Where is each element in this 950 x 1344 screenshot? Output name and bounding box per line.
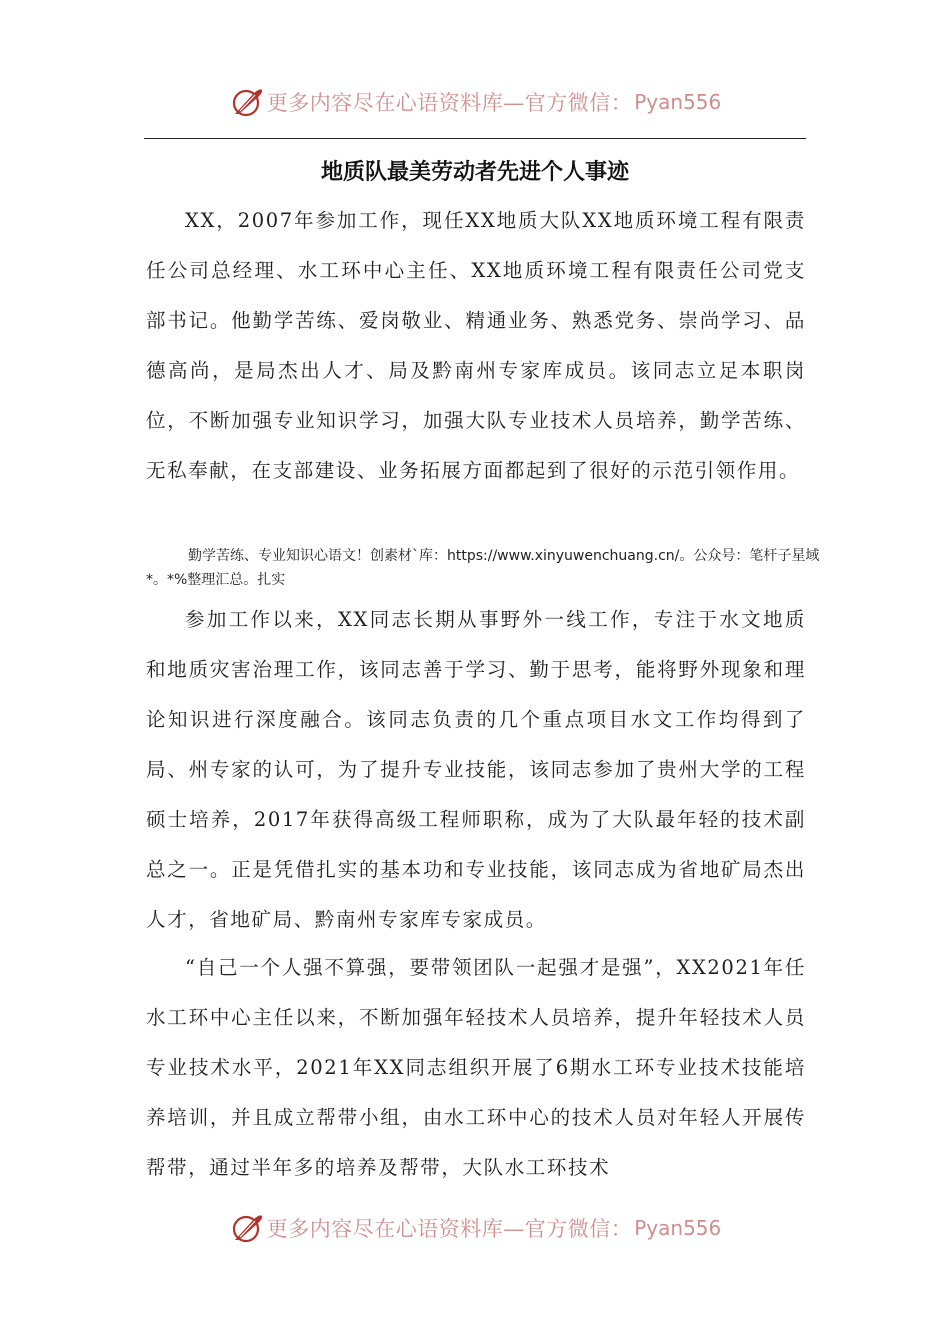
banner-text: 更多内容尽在心语资料库—官方微信： bbox=[266, 1217, 633, 1241]
wechat-id: Pyan556 bbox=[634, 90, 722, 114]
document-title: 地质队最美劳动者先进个人事迹 bbox=[320, 160, 629, 185]
quill-logo-icon bbox=[229, 1210, 265, 1246]
paragraph-3: “自己一个人强不算强，要带领团队一起强才是强”，XX2021年任水工环中心主任以来，不断加强年轻技术人员培养，提升年轻技术人员专业技术水平，2021年XX同志组织开展了6期水工环专业技术技能培养培训，并且成立帮带小组，由水工环中心的技术人员对年轻人开展传帮带，通过半年多的培养及帮带，大队水工环技术 bbox=[146, 956, 806, 1179]
paragraph-2: 参加工作以来，XX同志长期从事野外一线工作，专注于水文地质和地质灾害治理工作，该同志善于学习、勤于思考，能将野外现象和理论知识进行深度融合。该同志负责的几个重点项目水文工作均得到了局、州专家的认可，为了提升专业技能，该同志参加了贵州大学的工程硕士培养，2017年获得高级工程师职称，成为了大队最年轻的技术副总之一。正是凭借扎实的基本功和专业技能，该同志成为省地矿局杰出人才，省地矿局、黔南州专家库专家成员。 bbox=[146, 608, 806, 931]
paragraph-1: XX，2007年参加工作，现任XX地质大队XX地质环境工程有限责任公司总经理、水工环中心主任、XX地质环境工程有限责任公司党支部书记。他勤学苦练、爱岗敬业、精通业务、熟悉党务、崇尚学习、品德高尚，是局杰出人才、局及黔南州专家库成员。该同志立足本职岗位，不断加强专业知识学习，加强大队专业技术人员培养，勤学苦练、无私奉献，在支部建设、业务拓展方面都起到了很好的示范引领作用。 bbox=[146, 209, 806, 482]
header-rule bbox=[144, 138, 806, 139]
banner-text: 更多内容尽在心语资料库—官方微信： bbox=[266, 91, 633, 115]
footer-banner bbox=[0, 1208, 950, 1248]
quill-logo-icon bbox=[229, 84, 265, 120]
wechat-id: Pyan556 bbox=[634, 1216, 722, 1240]
header-banner bbox=[0, 82, 950, 122]
watermark-note: 勤学苦练、专业知识心语文！创素材`库：https://www.xinyuwenchuang.cn/。公众号：笔杆子星域*。*%整理汇总。扎实 bbox=[146, 548, 820, 588]
